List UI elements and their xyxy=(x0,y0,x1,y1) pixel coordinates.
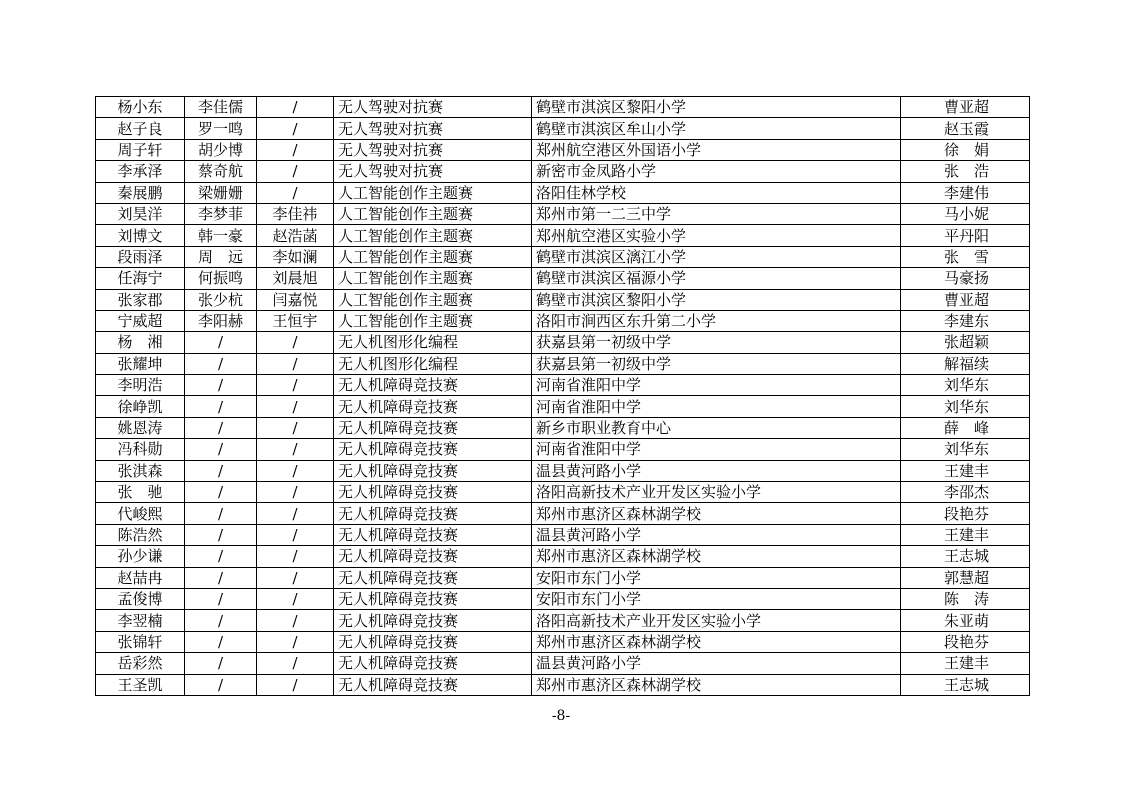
player3-cell: 王恒宇 xyxy=(257,310,334,331)
table-row xyxy=(96,588,1030,609)
player3-cell: / xyxy=(257,524,334,545)
player2-cell: / xyxy=(185,610,257,631)
player2-cell: / xyxy=(185,375,257,396)
player1-cell: 张锦轩 xyxy=(96,631,185,652)
event-cell: 无人驾驶对抗赛 xyxy=(334,118,532,139)
event-cell: 无人机障碍竞技赛 xyxy=(334,460,532,481)
table-row xyxy=(96,289,1030,310)
teacher-cell: 王建丰 xyxy=(901,460,1030,481)
teacher-cell: 曹亚超 xyxy=(901,97,1030,118)
player2-cell: / xyxy=(185,674,257,695)
school-cell: 郑州航空港区实验小学 xyxy=(532,225,901,246)
player1-cell: 张家郡 xyxy=(96,289,185,310)
table-row xyxy=(96,225,1030,246)
teacher-cell: 刘华东 xyxy=(901,439,1030,460)
school-cell: 郑州市惠济区森林湖学校 xyxy=(532,674,901,695)
player3-cell: / xyxy=(257,653,334,674)
school-cell: 获嘉县第一初级中学 xyxy=(532,353,901,374)
school-cell: 鹤壁市淇滨区黎阳小学 xyxy=(532,289,901,310)
school-cell: 新密市金凤路小学 xyxy=(532,161,901,182)
teacher-cell: 张 雪 xyxy=(901,246,1030,267)
player3-cell: / xyxy=(257,546,334,567)
table-row xyxy=(96,567,1030,588)
player1-cell: 赵喆冉 xyxy=(96,567,185,588)
player1-cell: 王圣凯 xyxy=(96,674,185,695)
school-cell: 郑州市惠济区森林湖学校 xyxy=(532,631,901,652)
player3-cell: / xyxy=(257,182,334,203)
school-cell: 温县黄河路小学 xyxy=(532,653,901,674)
event-cell: 无人驾驶对抗赛 xyxy=(334,139,532,160)
table-row xyxy=(96,524,1030,545)
event-cell: 无人机障碍竞技赛 xyxy=(334,588,532,609)
player3-cell: / xyxy=(257,97,334,118)
table-row xyxy=(96,439,1030,460)
player3-cell: / xyxy=(257,482,334,503)
player2-cell: / xyxy=(185,567,257,588)
player2-cell: 胡少博 xyxy=(185,139,257,160)
school-cell: 获嘉县第一初级中学 xyxy=(532,332,901,353)
teacher-cell: 王建丰 xyxy=(901,524,1030,545)
player1-cell: 张 驰 xyxy=(96,482,185,503)
event-cell: 无人机障碍竞技赛 xyxy=(334,439,532,460)
event-cell: 无人驾驶对抗赛 xyxy=(334,161,532,182)
school-cell: 安阳市东门小学 xyxy=(532,567,901,588)
player2-cell: / xyxy=(185,396,257,417)
player3-cell: / xyxy=(257,460,334,481)
table-row xyxy=(96,246,1030,267)
player2-cell: 张少杭 xyxy=(185,289,257,310)
school-cell: 温县黄河路小学 xyxy=(532,524,901,545)
player1-cell: 李承泽 xyxy=(96,161,185,182)
player3-cell: / xyxy=(257,610,334,631)
player1-cell: 陈浩然 xyxy=(96,524,185,545)
results-body xyxy=(96,97,1030,696)
event-cell: 无人机障碍竞技赛 xyxy=(334,524,532,545)
table-row xyxy=(96,653,1030,674)
table-row xyxy=(96,396,1030,417)
player1-cell: 张淇森 xyxy=(96,460,185,481)
school-cell: 郑州市惠济区森林湖学校 xyxy=(532,503,901,524)
event-cell: 无人机图形化编程 xyxy=(334,332,532,353)
table-row xyxy=(96,118,1030,139)
event-cell: 无人机障碍竞技赛 xyxy=(334,482,532,503)
school-cell: 河南省淮阳中学 xyxy=(532,396,901,417)
player2-cell: 罗一鸣 xyxy=(185,118,257,139)
player3-cell: 刘晨旭 xyxy=(257,268,334,289)
player2-cell: / xyxy=(185,353,257,374)
event-cell: 无人机障碍竞技赛 xyxy=(334,417,532,438)
player2-cell: / xyxy=(185,460,257,481)
player2-cell: / xyxy=(185,546,257,567)
event-cell: 无人机障碍竞技赛 xyxy=(334,375,532,396)
player2-cell: 李阳赫 xyxy=(185,310,257,331)
teacher-cell: 朱亚萌 xyxy=(901,610,1030,631)
player1-cell: 姚恩涛 xyxy=(96,417,185,438)
player2-cell: / xyxy=(185,653,257,674)
table-row xyxy=(96,546,1030,567)
teacher-cell: 刘华东 xyxy=(901,375,1030,396)
table-row xyxy=(96,417,1030,438)
school-cell: 安阳市东门小学 xyxy=(532,588,901,609)
school-cell: 鹤壁市淇滨区牟山小学 xyxy=(532,118,901,139)
player2-cell: 韩一豪 xyxy=(185,225,257,246)
player3-cell: / xyxy=(257,332,334,353)
player1-cell: 宁威超 xyxy=(96,310,185,331)
teacher-cell: 陈 涛 xyxy=(901,588,1030,609)
player3-cell: / xyxy=(257,375,334,396)
teacher-cell: 王建丰 xyxy=(901,653,1030,674)
school-cell: 温县黄河路小学 xyxy=(532,460,901,481)
event-cell: 人工智能创作主题赛 xyxy=(334,310,532,331)
event-cell: 人工智能创作主题赛 xyxy=(334,182,532,203)
event-cell: 人工智能创作主题赛 xyxy=(334,289,532,310)
teacher-cell: 赵玉霞 xyxy=(901,118,1030,139)
player1-cell: 李明浩 xyxy=(96,375,185,396)
player3-cell: 李如澜 xyxy=(257,246,334,267)
teacher-cell: 李建东 xyxy=(901,310,1030,331)
page-number: -8- xyxy=(551,708,571,724)
event-cell: 无人机障碍竞技赛 xyxy=(334,396,532,417)
school-cell: 河南省淮阳中学 xyxy=(532,375,901,396)
school-cell: 河南省淮阳中学 xyxy=(532,439,901,460)
player1-cell: 代峻熙 xyxy=(96,503,185,524)
teacher-cell: 段艳芬 xyxy=(901,503,1030,524)
teacher-cell: 李建伟 xyxy=(901,182,1030,203)
teacher-cell: 王志城 xyxy=(901,674,1030,695)
teacher-cell: 薛 峰 xyxy=(901,417,1030,438)
player3-cell: / xyxy=(257,396,334,417)
school-cell: 洛阳高新技术产业开发区实验小学 xyxy=(532,610,901,631)
player2-cell: 李佳儒 xyxy=(185,97,257,118)
teacher-cell: 郭慧超 xyxy=(901,567,1030,588)
results-table xyxy=(95,96,1030,696)
teacher-cell: 张超颖 xyxy=(901,332,1030,353)
school-cell: 鹤壁市淇滨区福源小学 xyxy=(532,268,901,289)
player3-cell: 赵浩菡 xyxy=(257,225,334,246)
player2-cell: 李梦菲 xyxy=(185,203,257,224)
player1-cell: 徐峥凯 xyxy=(96,396,185,417)
teacher-cell: 王志城 xyxy=(901,546,1030,567)
player1-cell: 赵子良 xyxy=(96,118,185,139)
teacher-cell: 刘华东 xyxy=(901,396,1030,417)
table-row xyxy=(96,460,1030,481)
table-row xyxy=(96,375,1030,396)
player1-cell: 段雨泽 xyxy=(96,246,185,267)
table-row xyxy=(96,610,1030,631)
teacher-cell: 徐 娟 xyxy=(901,139,1030,160)
table-row xyxy=(96,268,1030,289)
school-cell: 郑州市第一二三中学 xyxy=(532,203,901,224)
player2-cell: 何振鸣 xyxy=(185,268,257,289)
table-row xyxy=(96,674,1030,695)
teacher-cell: 段艳芬 xyxy=(901,631,1030,652)
event-cell: 无人驾驶对抗赛 xyxy=(334,97,532,118)
player3-cell: 李佳祎 xyxy=(257,203,334,224)
school-cell: 洛阳高新技术产业开发区实验小学 xyxy=(532,482,901,503)
player2-cell: / xyxy=(185,503,257,524)
player2-cell: / xyxy=(185,631,257,652)
event-cell: 无人机障碍竞技赛 xyxy=(334,503,532,524)
player1-cell: 杨 湘 xyxy=(96,332,185,353)
player1-cell: 周子轩 xyxy=(96,139,185,160)
player3-cell: / xyxy=(257,588,334,609)
player2-cell: 蔡奇航 xyxy=(185,161,257,182)
school-cell: 鹤壁市淇滨区漓江小学 xyxy=(532,246,901,267)
player3-cell: 闫嘉悦 xyxy=(257,289,334,310)
player3-cell: / xyxy=(257,353,334,374)
school-cell: 郑州市惠济区森林湖学校 xyxy=(532,546,901,567)
table-row xyxy=(96,310,1030,331)
school-cell: 洛阳市涧西区东升第二小学 xyxy=(532,310,901,331)
player1-cell: 杨小东 xyxy=(96,97,185,118)
school-cell: 鹤壁市淇滨区黎阳小学 xyxy=(532,97,901,118)
event-cell: 人工智能创作主题赛 xyxy=(334,246,532,267)
table-row xyxy=(96,353,1030,374)
player1-cell: 张耀坤 xyxy=(96,353,185,374)
event-cell: 无人机障碍竞技赛 xyxy=(334,567,532,588)
player1-cell: 岳彩然 xyxy=(96,653,185,674)
player2-cell: / xyxy=(185,482,257,503)
school-cell: 新乡市职业教育中心 xyxy=(532,417,901,438)
event-cell: 无人机障碍竞技赛 xyxy=(334,631,532,652)
player2-cell: 周 远 xyxy=(185,246,257,267)
table-row xyxy=(96,97,1030,118)
teacher-cell: 李邵杰 xyxy=(901,482,1030,503)
teacher-cell: 马豪扬 xyxy=(901,268,1030,289)
player1-cell: 秦展鹏 xyxy=(96,182,185,203)
player1-cell: 任海宁 xyxy=(96,268,185,289)
event-cell: 人工智能创作主题赛 xyxy=(334,268,532,289)
event-cell: 人工智能创作主题赛 xyxy=(334,225,532,246)
player3-cell: / xyxy=(257,417,334,438)
teacher-cell: 马小妮 xyxy=(901,203,1030,224)
teacher-cell: 张 浩 xyxy=(901,161,1030,182)
event-cell: 人工智能创作主题赛 xyxy=(334,203,532,224)
player3-cell: / xyxy=(257,118,334,139)
player2-cell: 梁姗姗 xyxy=(185,182,257,203)
player3-cell: / xyxy=(257,161,334,182)
table-row xyxy=(96,503,1030,524)
player3-cell: / xyxy=(257,631,334,652)
player2-cell: / xyxy=(185,588,257,609)
teacher-cell: 平丹阳 xyxy=(901,225,1030,246)
player2-cell: / xyxy=(185,439,257,460)
player3-cell: / xyxy=(257,567,334,588)
player3-cell: / xyxy=(257,439,334,460)
table-row xyxy=(96,332,1030,353)
table-row xyxy=(96,482,1030,503)
event-cell: 无人机障碍竞技赛 xyxy=(334,546,532,567)
teacher-cell: 曹亚超 xyxy=(901,289,1030,310)
event-cell: 无人机障碍竞技赛 xyxy=(334,653,532,674)
player1-cell: 孙少谦 xyxy=(96,546,185,567)
event-cell: 无人机障碍竞技赛 xyxy=(334,674,532,695)
table-row xyxy=(96,182,1030,203)
table-row xyxy=(96,161,1030,182)
player3-cell: / xyxy=(257,139,334,160)
event-cell: 无人机图形化编程 xyxy=(334,353,532,374)
player1-cell: 孟俊博 xyxy=(96,588,185,609)
player3-cell: / xyxy=(257,503,334,524)
player3-cell: / xyxy=(257,674,334,695)
player2-cell: / xyxy=(185,524,257,545)
player2-cell: / xyxy=(185,332,257,353)
player1-cell: 刘昊洋 xyxy=(96,203,185,224)
player1-cell: 李翌楠 xyxy=(96,610,185,631)
player2-cell: / xyxy=(185,417,257,438)
school-cell: 郑州航空港区外国语小学 xyxy=(532,139,901,160)
event-cell: 无人机障碍竞技赛 xyxy=(334,610,532,631)
player1-cell: 冯科勋 xyxy=(96,439,185,460)
table-row xyxy=(96,631,1030,652)
table-row xyxy=(96,203,1030,224)
table-row xyxy=(96,139,1030,160)
teacher-cell: 解福续 xyxy=(901,353,1030,374)
school-cell: 洛阳佳林学校 xyxy=(532,182,901,203)
player1-cell: 刘博文 xyxy=(96,225,185,246)
